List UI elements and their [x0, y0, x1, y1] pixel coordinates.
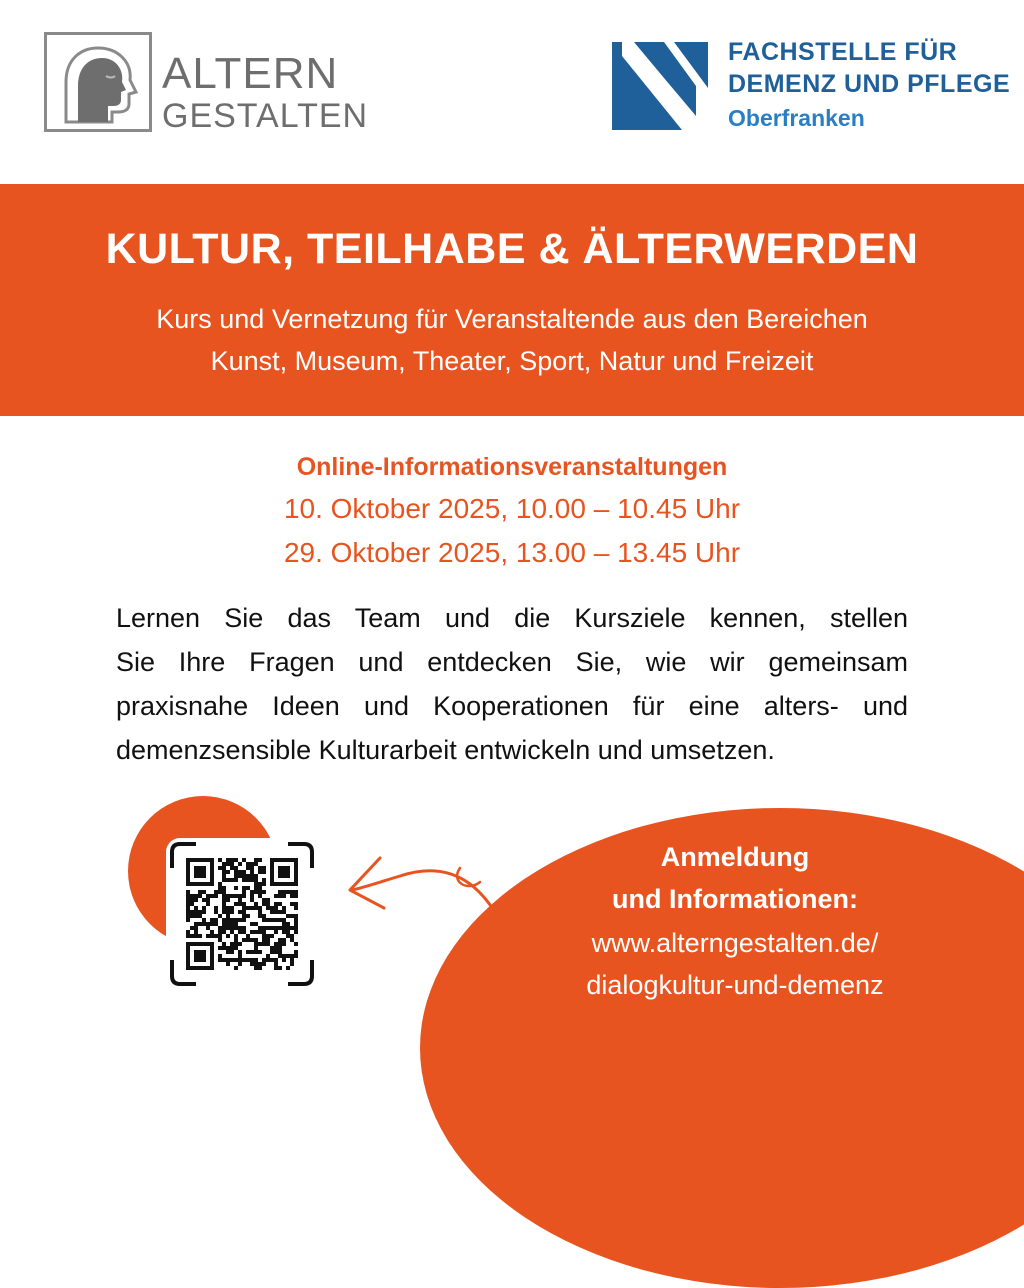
page-title: KULTUR, TEILHABE & ÄLTERWERDEN: [105, 225, 919, 273]
subtitle-line-1: Kurs und Vernetzung für Veranstaltende aus den Bereichen: [156, 304, 868, 334]
subtitle-line-2: Kunst, Museum, Theater, Sport, Natur und Freizeit: [210, 346, 814, 376]
title-banner: [0, 184, 1024, 416]
event-date-2: 29. Oktober 2025, 13.00 – 13.45 Uhr: [283, 537, 741, 568]
head-profile-icon: [52, 42, 144, 126]
fachstelle-emblem-icon: [612, 42, 708, 130]
logo-word-altern: ALTERN: [162, 49, 339, 98]
logo-line-demenz-pflege: DEMENZ UND PFLEGE: [728, 70, 1011, 98]
logo-line-oberfranken: Oberfranken: [728, 105, 865, 131]
description-line-4: demenzsensible Kulturarbeit entwickeln und umsetzen.: [116, 735, 775, 765]
description-line-2: Sie Ihre Fragen und entdecken Sie, wie wir gemeinsam: [116, 647, 908, 677]
description-line-1: Lernen Sie das Team und die Kursziele kennen, stellen: [116, 603, 908, 633]
logo-word-gestalten: GESTALTEN: [162, 97, 369, 135]
registration-heading-1: Anmeldung: [660, 842, 810, 872]
fachstelle-logo: [612, 38, 1012, 134]
registration-link-line-2[interactable]: dialogkultur-und-demenz: [586, 970, 884, 1000]
event-date-1: 10. Oktober 2025, 10.00 – 10.45 Uhr: [283, 493, 741, 524]
registration-heading-2: und Informationen:: [612, 884, 858, 914]
qr-code-icon: [166, 838, 318, 990]
altern-gestalten-logo: [44, 32, 369, 138]
events-heading: Online-Informationsveranstaltungen: [296, 453, 728, 481]
logo-line-fachstelle: FACHSTELLE FÜR: [728, 38, 958, 66]
description-line-3: praxisnahe Ideen und Kooperationen für eine alters- und: [116, 691, 908, 721]
registration-link-line-1[interactable]: www.alterngestalten.de/: [591, 928, 879, 958]
qr-code[interactable]: [166, 838, 318, 990]
